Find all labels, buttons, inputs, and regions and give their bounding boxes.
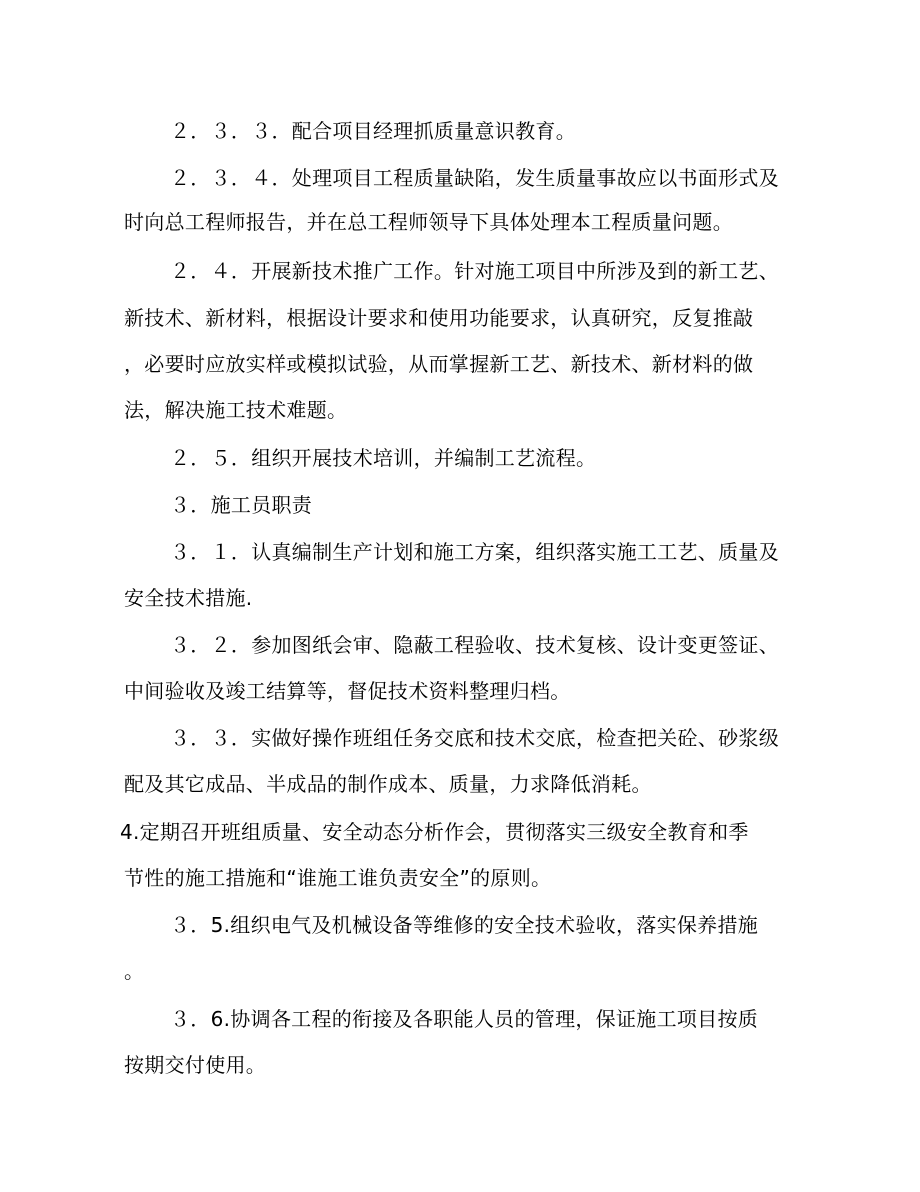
- paragraph-line: 配及其它成品、半成品的制作成本、质量，力求降低消耗。: [124, 772, 652, 796]
- paragraph-line: ３．３．实做好操作班组任务交底和技术交底，检查把关砼、砂浆级: [170, 726, 779, 750]
- paragraph-line: ２．３．４．处理项目工程质量缺陷，发生质量事故应以书面形式及: [170, 166, 779, 190]
- paragraph-line: 法，解决施工技术难题。: [124, 398, 348, 422]
- paragraph-line: 中间验收及竣工结算等，督促技术资料整理归档。: [124, 679, 571, 703]
- paragraph-line: 安全技术措施.: [124, 586, 253, 610]
- paragraph-line: ２．３．３．配合项目经理抓质量意识教育。: [170, 119, 576, 143]
- paragraph-line: ２．５．组织开展技术培训，并编制工艺流程。: [170, 446, 597, 470]
- section-heading: ３．施工员职责: [170, 493, 313, 517]
- paragraph-line: 节性的施工措施和“谁施工谁负责安全”的原则。: [124, 866, 552, 890]
- paragraph-line: 4.定期召开班组质量、安全动态分析作会，贯彻落实三级安全教育和季: [120, 820, 749, 844]
- paragraph-line: ，必要时应放实样或模拟试验，从而掌握新工艺、新技术、新材料的做: [124, 352, 754, 376]
- paragraph-line: 时向总工程师报告，并在总工程师领导下具体处理本工程质量问题。: [124, 210, 733, 234]
- paragraph-line: 按期交付使用。: [124, 1053, 267, 1077]
- paragraph-line: ３．5.组织电气及机械设备等维修的安全技术验收，落实保养措施: [170, 913, 759, 937]
- paragraph-line: 新技术、新材料，根据设计要求和使用功能要求，认真研究，反复推敲: [124, 306, 754, 330]
- paragraph-line: 。: [124, 959, 145, 983]
- paragraph-line: ３．２．参加图纸会审、隐蔽工程验收、技术复核、设计变更签证、: [170, 633, 779, 657]
- paragraph-line: ２．４．开展新技术推广工作。针对施工项目中所涉及到的新工艺、: [170, 259, 779, 283]
- paragraph-line: ３．6.协调各工程的衔接及各职能人员的管理，保证施工项目按质: [170, 1007, 759, 1031]
- paragraph-line: ３．１．认真编制生产计划和施工方案，组织落实施工工艺、质量及: [170, 540, 779, 564]
